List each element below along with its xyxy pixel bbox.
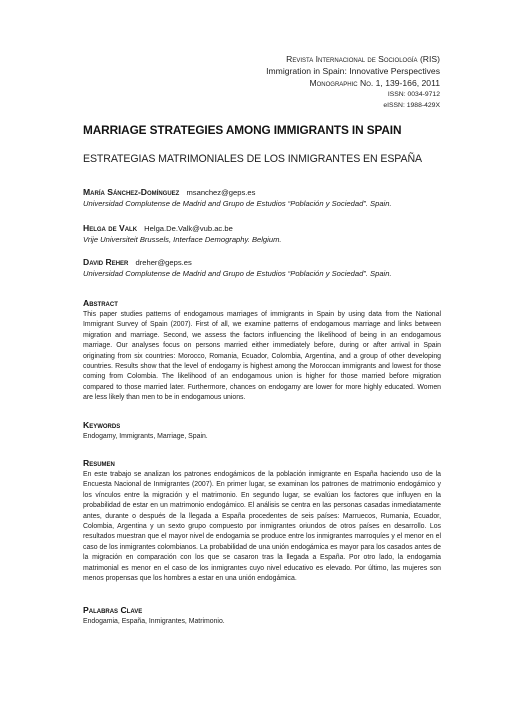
author-email[interactable]: msanchez@geps.es <box>186 188 256 197</box>
journal-header <box>266 53 440 111</box>
keywords-heading: Keywords <box>83 420 121 430</box>
author-affiliation: Vrije Universiteit Brussels, Interface Demography. Belgium. <box>83 235 282 244</box>
article-subtitle: ESTRATEGIAS MATRIMONIALES DE LOS INMIGRANTES EN ESPAÑA <box>83 153 422 165</box>
author-3 <box>83 257 443 279</box>
author-email[interactable]: dreher@geps.es <box>135 258 192 267</box>
author-name: David Reher <box>83 257 129 267</box>
palabras-clave-heading: Palabras Clave <box>83 605 143 615</box>
keywords-section <box>83 420 441 442</box>
issn: ISSN: 0034-9712 <box>387 91 440 98</box>
author-2 <box>83 223 443 245</box>
author-name: María Sánchez-Domínguez <box>83 187 180 197</box>
eissn: eISSN: 1988-429X <box>383 102 440 109</box>
abstract-heading: Abstract <box>83 298 118 308</box>
issue-title: Immigration in Spain: Innovative Perspectives <box>266 66 440 76</box>
abstract-section <box>83 298 441 404</box>
monograph-info: Monographic No. 1, 139-166, 2011 <box>309 78 440 88</box>
resumen-section <box>83 458 441 584</box>
author-affiliation: Universidad Complutense de Madrid and Grupo de Estudios “Población y Sociedad”. Spain. <box>83 269 392 278</box>
palabras-clave-text: Endogamia, España, Inmigrantes, Matrimonio. <box>83 618 225 625</box>
palabras-clave-section <box>83 605 441 627</box>
resumen-text: En este trabajo se analizan los patrones endogámicos de la población inmigrante en España haciendo uso de la Encuesta Nacional de Inmigrantes (2007). En primer lugar, se examinan los patrones de matrimonio endogámico y los vínculos entre la migración y el matrimonio. En segundo lugar, se evalúan los factores que influyen en la probabilidad de estar en un matrimonio endogámico. El análisis se centra en las personas casadas inmediatamente antes, durante o después de la llegada a España procedentes de seis países: Marruecos, Rumania, Ecuador, Colombia, Argentina y un sexto grupo compuesto por inmigrantes oriundos de otros países en desarrollo. Los resultados muestran que el mayor nivel de endogamia se produce entre los inmigrantes marroquíes y el menor en el caso de los inmigrantes colombianos. La probabilidad de una unión endogámica es mayor para los casados antes de la migración en comparación con los que se casaron tras la llegada a España. Por otro lado, la endogamia matrimonial es menor en el caso de los inmigrantes cuyo nivel educativo es elevado. Por último, las mujeres son menos propensas que los hombres a estar en una unión endogámica. <box>83 471 441 583</box>
journal-name: Revista Internacional de Sociología (RIS) <box>286 54 440 64</box>
author-affiliation: Universidad Complutense de Madrid and Grupo de Estudios “Población y Sociedad”. Spain. <box>83 199 392 208</box>
resumen-heading: Resumen <box>83 458 115 468</box>
author-1 <box>83 187 443 209</box>
article-title: MARRIAGE STRATEGIES AMONG IMMIGRANTS IN SPAIN <box>83 123 402 137</box>
keywords-text: Endogamy, Immigrants, Marriage, Spain. <box>83 433 208 440</box>
author-name: Helga de Valk <box>83 223 138 233</box>
author-email[interactable]: Helga.De.Valk@vub.ac.be <box>144 224 233 233</box>
abstract-text: This paper studies patterns of endogamous marriages of immigrants in Spain by using data from the National Immigrant Survey of Spain (2007). First of all, we examine patterns of endogamous marriage and links between migration and marriage. Second, we assess the factors influencing the likelihood of being in an endogamous marriage. Our analyses focus on persons married either immediately before, during or after arrival in Spain originating from six countries: Morocco, Romania, Ecuador, Colombia, Argentina, and a group of other developing countries. Results show that the level of endogamy is highest among the Moroccan immigrants and lowest for those coming from Colombia. The likelihood of an endogamous union is higher for those married before migration compared to those married later. Furthermore, chances on endogamy are lower for more highly educated. Women are less likely than men to be in endogamous unions. <box>83 311 441 402</box>
